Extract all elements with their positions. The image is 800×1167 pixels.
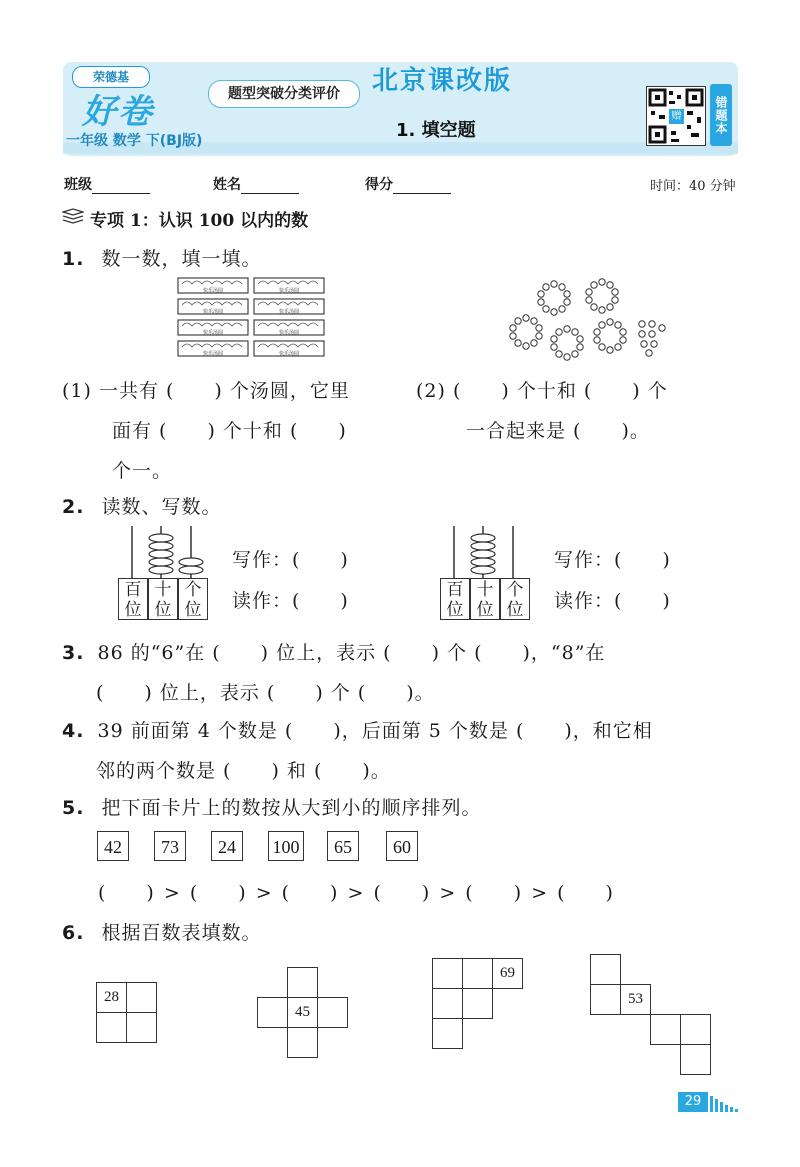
question-2	[62, 492, 222, 519]
grid-cell[interactable]	[126, 1012, 157, 1043]
box-label: 快乐汤圆	[202, 330, 224, 336]
grid-cell[interactable]	[462, 988, 493, 1019]
place-label-hundreds: 百位	[440, 578, 470, 620]
page-number: 29	[678, 1092, 708, 1112]
qr-code-icon[interactable]	[646, 86, 706, 146]
question-text: 39 前面第 4 个数是 ( )，后面第 5 个数是 ( )，和它相	[97, 720, 653, 742]
q1-part1-line1: (1) 一共有 ( ) 个汤圆，它里	[62, 380, 350, 402]
loose-beads	[639, 321, 665, 356]
question-number: 6.	[62, 922, 85, 944]
abacus-1-read: 读作：( )	[232, 590, 349, 612]
grid-cell[interactable]	[287, 967, 318, 998]
abacus-2-write: 写作：( )	[554, 549, 671, 571]
name-label: 姓名	[213, 177, 241, 193]
score-field[interactable]	[365, 174, 451, 194]
question-number: 3.	[62, 642, 85, 664]
grid-cell[interactable]	[317, 997, 348, 1028]
question-3	[62, 638, 605, 665]
edition-title: 北京课改版	[372, 66, 513, 96]
grid-cell[interactable]	[432, 988, 463, 1019]
wrong-question-book-tab[interactable]: 错题本	[710, 84, 732, 146]
topic-heading: 专项 1：认识 100 以内的数	[90, 211, 309, 231]
question-1	[62, 244, 262, 271]
abacus-1-write: 写作：( )	[232, 549, 349, 571]
box-label: 快乐汤圆	[202, 288, 224, 294]
question-number: 5.	[62, 797, 85, 819]
number-card: 60	[386, 831, 418, 861]
grid-cell: 69	[492, 958, 523, 989]
bead-rings	[504, 276, 674, 362]
question-type-label: 题型突破分类评价	[208, 80, 360, 108]
grid-cell[interactable]	[126, 982, 157, 1013]
tangyuan-boxes	[176, 276, 326, 360]
q1-part2-line2: 一合起来是 ( )。	[466, 420, 650, 442]
name-field[interactable]	[213, 174, 299, 194]
order-answer-line: ( ) > ( ) > ( ) > ( ) > ( ) > ( )	[98, 882, 614, 904]
question-4-line2: 邻的两个数是 ( ) 和 ( )。	[96, 760, 391, 782]
abacus-2	[438, 526, 538, 578]
number-card: 24	[211, 831, 243, 861]
grid-cell[interactable]	[680, 1044, 711, 1075]
question-prompt: 数一数，填一填。	[101, 248, 262, 270]
grid-cell[interactable]	[287, 1027, 318, 1058]
grid-cell[interactable]	[257, 997, 288, 1028]
question-3-line2: ( ) 位上，表示 ( ) 个 ( )。	[96, 682, 435, 704]
score-label: 得分	[365, 177, 393, 193]
box-label: 快乐汤圆	[202, 351, 224, 357]
grid-cell[interactable]	[462, 958, 493, 989]
class-label: 班级	[64, 177, 92, 193]
question-number: 1.	[62, 248, 85, 270]
grid-cell: 28	[96, 982, 127, 1013]
grid-cell[interactable]	[590, 984, 621, 1015]
grade-subject: 一年级 数学 下(BJ版)	[66, 133, 203, 149]
question-prompt: 根据百数表填数。	[101, 922, 262, 944]
grid-cell[interactable]	[590, 954, 621, 985]
grid-cell[interactable]	[680, 1014, 711, 1045]
bead-ring	[551, 326, 583, 360]
class-field[interactable]	[64, 174, 150, 194]
time-limit: 时间：40 分钟	[650, 179, 736, 194]
place-label-ones: 个位	[178, 578, 208, 620]
abacus-1	[116, 526, 216, 578]
bead-ring	[510, 315, 542, 349]
box-label: 快乐汤圆	[278, 288, 300, 294]
grid-cell[interactable]	[432, 1018, 463, 1049]
brand-tag: 荣德基	[72, 66, 150, 88]
grid-cell: 53	[620, 984, 651, 1015]
question-number: 4.	[62, 720, 85, 742]
question-text: 86 的“6”在 ( ) 位上，表示 ( ) 个 ( )，“8”在	[97, 642, 606, 664]
brand-logo: 好卷	[82, 92, 154, 132]
section-title: 1. 填空题	[396, 120, 476, 141]
number-card: 65	[327, 831, 359, 861]
place-label-hundreds: 百位	[118, 578, 148, 620]
q1-part1-line3: 个一。	[112, 460, 173, 482]
question-4	[62, 716, 653, 743]
place-label-tens: 十位	[470, 578, 500, 620]
question-number: 2.	[62, 496, 85, 518]
number-card: 73	[154, 831, 186, 861]
box-label: 快乐汤圆	[278, 309, 300, 315]
q1-part2-line1: (2) ( ) 个十和 ( ) 个	[416, 380, 668, 402]
bead-ring	[538, 281, 570, 315]
qr-gift-label: 赠	[669, 109, 684, 124]
grid-cell[interactable]	[432, 958, 463, 989]
q1-part1-line2: 面有 ( ) 个十和 ( )	[112, 420, 347, 442]
box-label: 快乐汤圆	[278, 351, 300, 357]
grid-cell[interactable]	[650, 1014, 681, 1045]
box-label: 快乐汤圆	[202, 309, 224, 315]
place-label-tens: 十位	[148, 578, 178, 620]
place-label-ones: 个位	[500, 578, 530, 620]
number-card: 100	[268, 831, 304, 861]
bead-ring	[586, 279, 618, 313]
bead-ring	[594, 319, 626, 353]
question-6	[62, 918, 262, 945]
number-card: 42	[97, 831, 129, 861]
box-label: 快乐汤圆	[278, 330, 300, 336]
book-icon	[62, 208, 84, 230]
question-prompt: 把下面卡片上的数按从大到小的顺序排列。	[101, 797, 482, 819]
question-5	[62, 793, 482, 820]
question-prompt: 读数、写数。	[101, 496, 222, 518]
page-bars-icon	[710, 1094, 740, 1112]
grid-cell[interactable]	[96, 1012, 127, 1043]
grid-cell: 45	[287, 997, 318, 1028]
abacus-2-read: 读作：( )	[554, 590, 671, 612]
